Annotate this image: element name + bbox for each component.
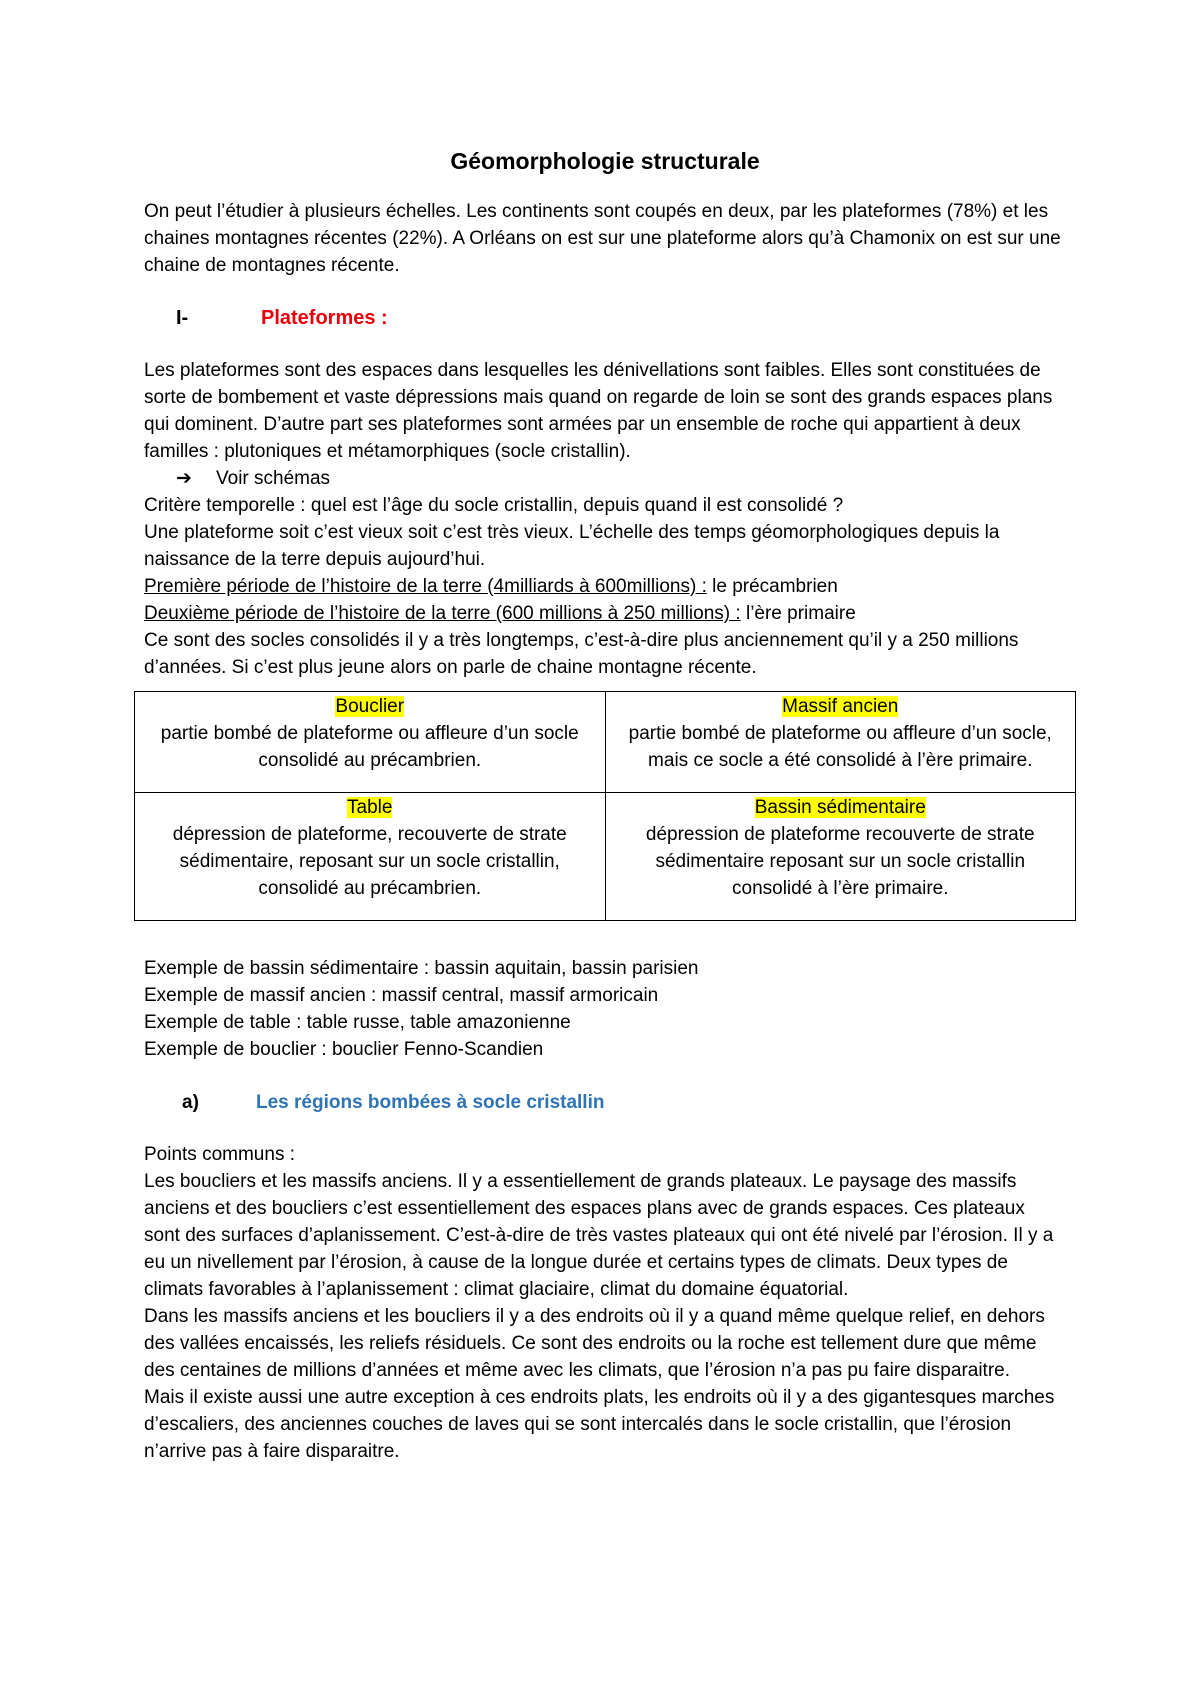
table-cell-bassin-sedimentaire — [605, 793, 1076, 921]
table-cell-bouclier — [135, 692, 606, 793]
cell-term: Bassin sédimentaire — [754, 797, 926, 818]
periode-1-value: le précambrien — [706, 576, 838, 597]
table-row — [135, 793, 1076, 921]
periode-1-label: Première période de l’histoire de la terre (4milliards à 600millions) : — [144, 576, 707, 597]
cell-term: Massif ancien — [782, 696, 899, 717]
periode-1-line — [144, 573, 1066, 600]
plateformes-table — [134, 691, 1076, 921]
table-cell-table — [135, 793, 606, 921]
cell-desc: partie bombé de plateforme ou affleure d’un socle, mais ce socle a été consolidé à l’ère primaire. — [628, 723, 1052, 771]
echelle-paragraph: Une plateforme soit c’est vieux soit c’est très vieux. L’échelle des temps géomorphologiques depuis la naissance de la terre depuis aujourd’hui. — [144, 522, 1000, 570]
socles-paragraph: Ce sont des socles consolidés il y a très longtemps, c’est-à-dire plus anciennement qu’il y a 250 millions d’années. Si c’est plus jeune alors on parle de chaine montagne récente. — [144, 630, 1019, 678]
plateformes-paragraph: Les plateformes sont des espaces dans lesquelles les dénivellations sont faibles. Elles sont constituées de sorte de bombement et vaste dépressions mais quand on regarde de loin se sont des grands espaces plans qui dominent. D’autre part ses plateformes sont armées par un ensemble de roche qui appartient à deux familles : plutoniques et métamorphiques (socle cristallin). — [144, 360, 1053, 462]
example-line: Exemple de massif ancien : massif central, massif armoricain — [144, 985, 659, 1006]
boucliers-paragraph: Les boucliers et les massifs anciens. Il y a essentiellement de grands plateaux. Le paysage des massifs anciens et des boucliers c’est essentiellement des espaces plans avec de grands espaces. Ces plateaux sont des surfaces d’aplanissement. C’est-à-dire de très vastes plateaux qui ont été nivelé par l’érosion. Il y a eu un nivellement par l’érosion, à cause de la longue durée et certains types de climats. Deux types de climats favorables à l’aplanissement : climat glaciaire, climat du domaine équatorial. — [144, 1171, 1054, 1300]
subsection-number: a) — [182, 1091, 199, 1113]
cell-term: Bouclier — [335, 696, 405, 717]
cell-desc: dépression de plateforme recouverte de strate sédimentaire reposant sur un socle cristallin consolidé à l’ère primaire. — [645, 824, 1035, 899]
exception-paragraph: Mais il existe aussi une autre exception à ces endroits plats, les endroits où il y a des gigantesques marches d’escaliers, des anciennes couches de laves qui se sont intercalés dans le socle cristallin, que l’érosion n’arrive pas à faire disparaitre. — [144, 1387, 1055, 1462]
critere-line: Critère temporelle : quel est l’âge du socle cristallin, depuis quand il est consolidé ? — [144, 495, 844, 516]
table-row — [135, 692, 1076, 793]
section-heading-plateformes — [144, 303, 1066, 333]
cell-desc: partie bombé de plateforme ou affleure d’un socle consolidé au précambrien. — [160, 723, 579, 771]
intro-paragraph: On peut l’étudier à plusieurs échelles. Les continents sont coupés en deux, par les plateformes (78%) et les chaines montagnes récentes (22%). A Orléans on est sur une plateforme alors qu’à Chamonix on est sur une chaine de montagnes récente. — [144, 201, 1061, 276]
periode-2-label: Deuxième période de l’histoire de la terre (600 millions à 250 millions) : — [144, 603, 741, 624]
example-line: Exemple de bouclier : bouclier Fenno-Scandien — [144, 1039, 544, 1060]
cell-term: Table — [347, 797, 393, 818]
section-label — [261, 305, 388, 332]
table-cell-massif-ancien — [605, 692, 1076, 793]
section-label-text: Plateformes : — [261, 306, 388, 329]
periode-2-value: l’ère primaire — [740, 603, 856, 624]
subsection-heading-regions-bombees — [144, 1087, 1066, 1117]
reliefs-paragraph: Dans les massifs anciens et les boucliers il y a des endroits où il y a quand même quelque relief, en dehors des vallées encaissés, les reliefs résiduels. Ce sont des endroits ou la roche est tellement dure que même des centaines de millions d’années et même avec les climats, que l’érosion n’a pas pu faire disparaitre. — [144, 1306, 1045, 1381]
periode-2-line — [144, 600, 1066, 627]
arrow-bullet — [144, 465, 1066, 492]
page-title: Géomorphologie structurale — [450, 148, 760, 174]
section-number: I- — [176, 306, 189, 329]
right-arrow-icon: ➔ — [176, 468, 192, 489]
example-line: Exemple de bassin sédimentaire : bassin aquitain, bassin parisien — [144, 958, 699, 979]
document-content — [144, 146, 1066, 1465]
subsection-label: Les régions bombées à socle cristallin — [256, 1091, 605, 1113]
points-communs-line: Points communs : — [144, 1144, 295, 1165]
arrow-bullet-text: Voir schémas — [216, 468, 331, 489]
example-line: Exemple de table : table russe, table amazonienne — [144, 1012, 571, 1033]
cell-desc: dépression de plateforme, recouverte de strate sédimentaire, reposant sur un socle cristallin, consolidé au précambrien. — [172, 824, 567, 899]
